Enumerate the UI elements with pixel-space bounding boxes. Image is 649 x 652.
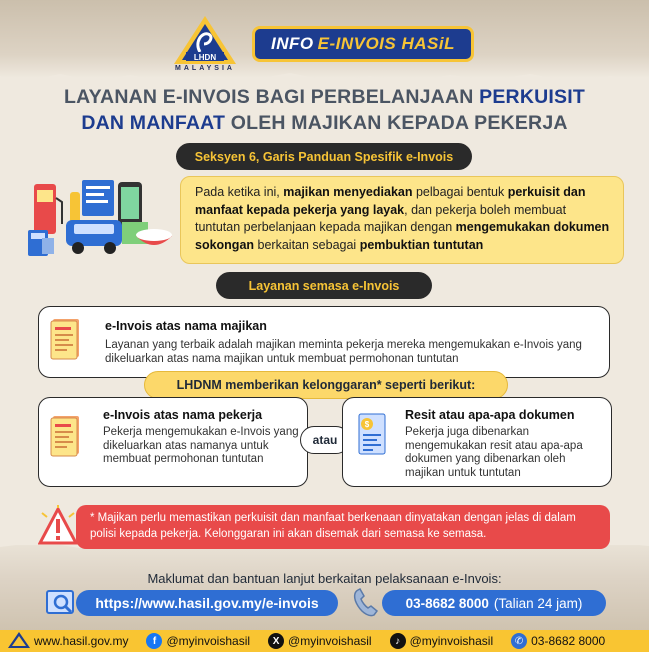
logo-text: LHDN xyxy=(193,53,217,62)
title-line2-a: DAN MANFAAT xyxy=(81,112,226,134)
footer-phone[interactable] xyxy=(511,633,605,649)
logo-caption: MALAYSIA xyxy=(175,65,235,72)
footer-website[interactable] xyxy=(8,632,128,651)
footer-x[interactable] xyxy=(268,633,372,649)
phone-icon xyxy=(350,586,384,620)
card-main-title: e-Invois atas nama majikan xyxy=(105,319,267,333)
footer-facebook-text: @myinvoishasil xyxy=(166,634,251,648)
info-line: Maklumat dan bantuan lanjut berkaitan pelaksanaan e-Invois: xyxy=(147,571,502,586)
lhdn-logo-icon xyxy=(172,14,238,72)
website-link[interactable]: https://www.hasil.gov.my/e-invois xyxy=(76,590,338,616)
current-treatment-pill: Layanan semasa e-Invois xyxy=(216,272,432,299)
card-receipt-document xyxy=(342,397,612,487)
document-icon xyxy=(49,317,83,361)
card-left-title: e-Invois atas nama pekerja xyxy=(103,408,263,422)
facebook-icon: f xyxy=(146,633,162,649)
footer-phone-text: 03-8682 8000 xyxy=(531,634,606,648)
intro-text-2: pelbagai bentuk xyxy=(412,185,508,199)
card-right-text: Pekerja juga dibenarkan mengemukakan resit atau apa-apa dokumen yang dibenarkan oleh majikan untuk tuntutan xyxy=(405,426,583,479)
title-line2-b: OLEH MAJIKAN KEPADA PEKERJA xyxy=(225,112,568,134)
section-pill: Seksyen 6, Garis Panduan Spesifik e-Invois xyxy=(176,143,472,170)
card-right-title: Resit atau apa-apa dokumen xyxy=(405,408,575,422)
intro-bold-3: mengemukakan dokumen sokongan xyxy=(195,220,610,252)
card-employee-invoice xyxy=(38,397,308,487)
intro-text-1: Pada ketika ini, xyxy=(195,185,284,199)
search-icon xyxy=(46,588,78,618)
document-icon xyxy=(49,414,83,458)
intro-bold-1: majikan menyediakan xyxy=(283,185,413,199)
perks-illustration-icon xyxy=(26,178,176,258)
intro-text-3: , dan pekerja boleh membuat tuntutan perbelanjaan kepada majikan dengan xyxy=(195,202,567,234)
title-line1-b: PERKUISIT xyxy=(479,86,585,108)
intro-text-4: berkaitan sebagai xyxy=(254,237,360,252)
card-main-text: Layanan yang terbaik adalah majikan meminta pekerja mereka mengemukakan e-Invois yang dikeluarkan atas nama majikan untuk membuat permohonan tuntutan xyxy=(105,339,582,365)
x-icon: X xyxy=(268,633,284,649)
warning-icon xyxy=(38,505,78,547)
card-employer-invoice xyxy=(38,306,610,378)
badge-prefix: INFO xyxy=(271,34,314,53)
paper-texture-bottom xyxy=(0,545,649,630)
footer-tiktok[interactable] xyxy=(390,633,494,649)
footer-tiktok-text: @myinvoishasil xyxy=(409,634,494,648)
phone-icon: ✆ xyxy=(511,633,527,649)
phone-note: (Talian 24 jam) xyxy=(493,595,583,611)
tiktok-icon: ♪ xyxy=(390,633,406,649)
intro-bold-2: perkuisit dan manfaat kepada pekerja yang layak xyxy=(195,185,586,217)
footer-website-text: www.hasil.gov.my xyxy=(34,634,129,648)
footer-x-text: @myinvoishasil xyxy=(288,634,372,648)
intro-box xyxy=(180,176,624,264)
intro-bold-4: pembuktian tuntutan xyxy=(359,237,484,252)
or-label: atau xyxy=(300,426,350,454)
badge-highlight: E-INVOIS HASiL xyxy=(317,34,455,53)
lhdn-mini-logo-icon xyxy=(8,632,30,651)
phone-number: 03-8682 8000 xyxy=(405,595,489,611)
page-title xyxy=(0,84,649,136)
phone-link[interactable] xyxy=(382,590,606,616)
svg-text:$: $ xyxy=(364,420,370,429)
card-left-text: Pekerja mengemukakan e-Invois yang dikeluarkan atas namanya untuk membuat permohonan tuntutan xyxy=(103,426,299,465)
receipt-icon xyxy=(353,412,389,458)
relief-pill: LHDNM memberikan kelonggaran* seperti berikut: xyxy=(144,371,508,399)
footer-bar xyxy=(0,630,649,652)
warning-note: * Majikan perlu memastikan perkuisit dan manfaat berkenaan dinyatakan dengan jelas di dalam polisi kepada pekerja. Kelonggaran ini akan disemak dari semasa ke semasa. xyxy=(76,505,610,549)
title-line1-a: LAYANAN E-INVOIS BAGI PERBELANJAAN xyxy=(64,86,480,108)
info-badge xyxy=(252,26,474,62)
footer-facebook[interactable] xyxy=(146,633,250,649)
